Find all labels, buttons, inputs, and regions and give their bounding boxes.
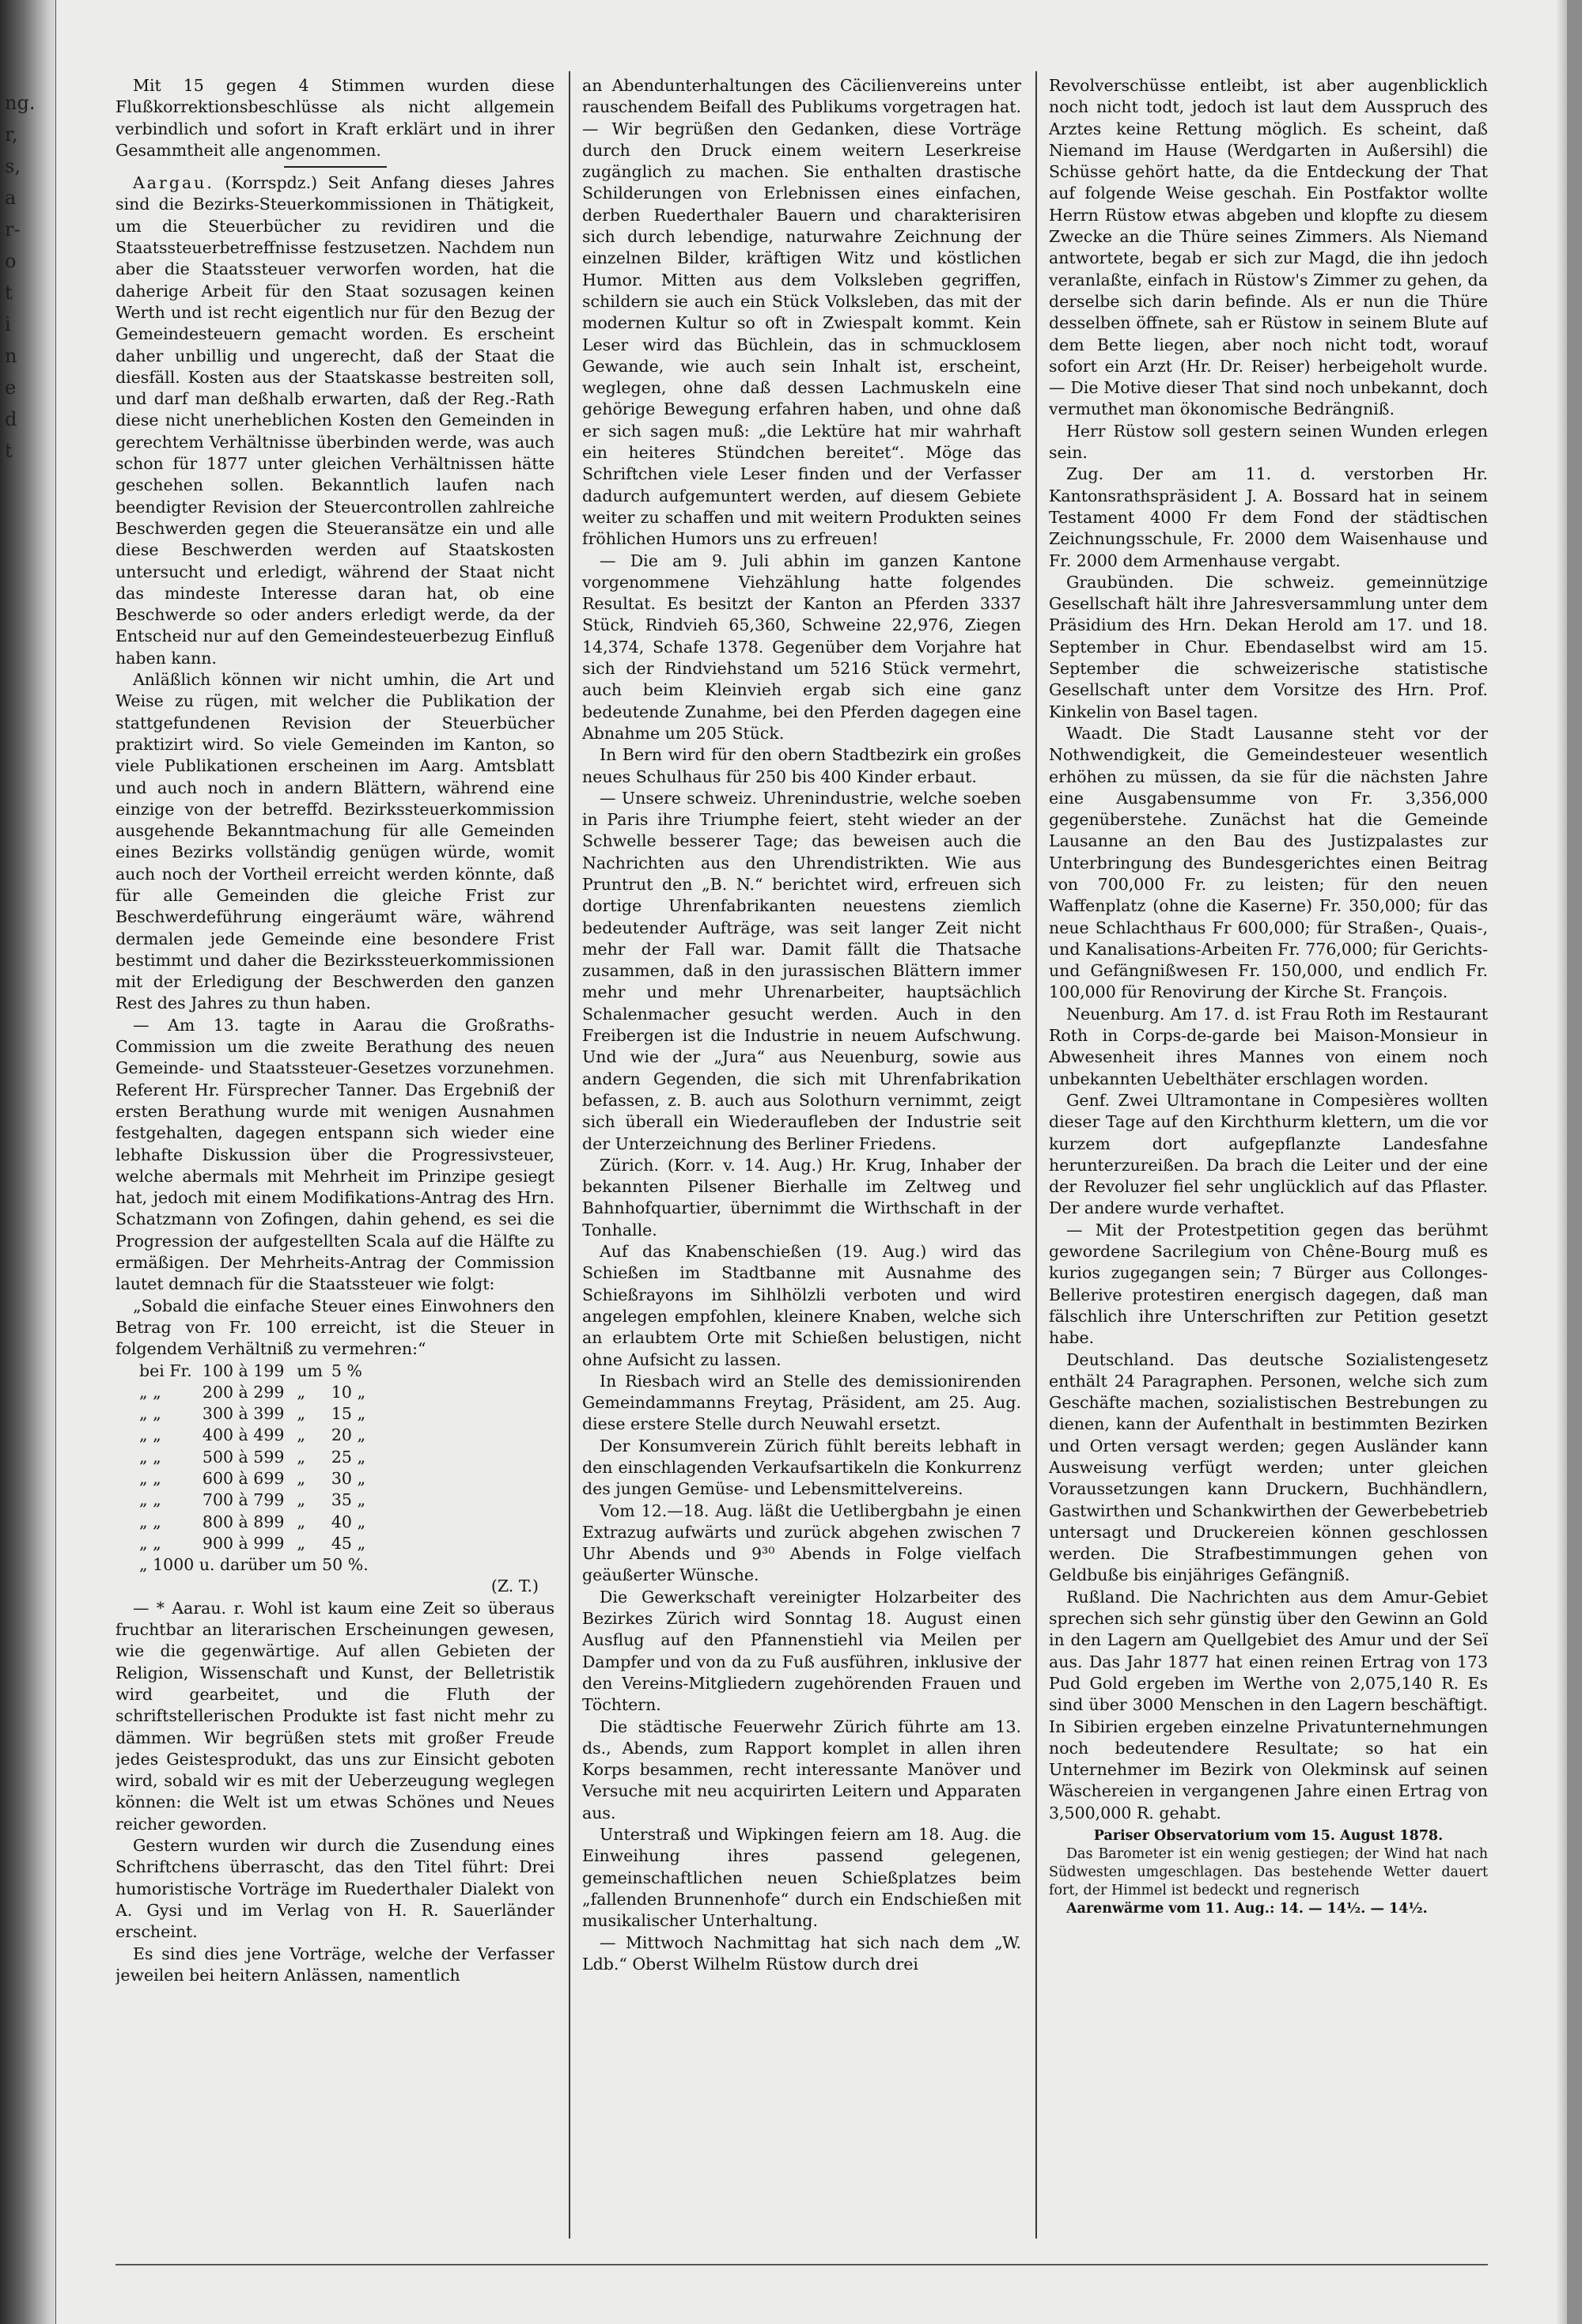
fragment: s, xyxy=(5,155,21,177)
dateline-aargau: Aargau. xyxy=(133,173,214,193)
article-riesbach: In Riesbach wird an Stelle des demissionirenden Gemeindammanns Freytag, Präsident, am 25. Aug. diese erstere Stelle durch Neuwahl ersetzt. xyxy=(582,1371,1021,1434)
article-knabenschiessen: Auf das Knabenschießen (19. Aug.) wird das Schießen im Stadtbanne mit Ausnahme des Schießrayons im Sihlhölzli verboten und wird angelegen empfohlen, kleinere Knaben, welche sich an erlaubtem Orte mit Schießen belustigen, nicht ohne Aufsicht zu lassen. xyxy=(582,1242,1021,1369)
bottom-rule xyxy=(115,2264,1488,2265)
water-temperature: Aarenwärme vom 11. Aug.: 14. — 14½. — 14½. xyxy=(1066,1901,1428,1917)
column-middle xyxy=(582,75,1021,2258)
article-schiessplatz: Unterstraß und Wipkingen feiern am 18. Aug. die Einweihung ihres passend gelegenen, gemeinschaftlichen neuen Schießplatzes beim „fallenden Brunnenhofe“ durch ein Endschießen mit musikalischer Unterhaltung. xyxy=(582,1825,1021,1931)
fragment: t xyxy=(5,282,13,304)
column-rule xyxy=(1035,71,1037,2239)
column-rule xyxy=(569,71,570,2239)
fragment: e xyxy=(5,377,17,399)
article-ruestow-update: Herr Rüstow soll gestern seinen Wunden erlegen sein. xyxy=(1049,421,1488,463)
article-schriftchen: Gestern wurden wir durch die Zusendung eines Schriftchens überrascht, das den Titel führt: Drei humoristische Vorträge im Ruederthaler Dialekt von A. Gysi und im Verlag von H. R. Sauerländer erscheint. xyxy=(115,1836,554,1942)
article-ruestow-cont: Revolverschüsse entleibt, ist aber augenblicklich noch nicht todt, jedoch ist laut dem Ausspruch des Arztes keine Rettung möglich. Es scheint, daß Niemand im Hause (Werdgarten in Außersihl) die Schüsse gehört hatte, da die Entdeckung der That auf folgende Weise geschah. Ein Postfaktor wollte Herrn Rüstow etwas abgeben und klopfte zu diesem Zwecke an die Thüre seines Zimmers. Als Niemand antwortete, begab er sich zur Magd, die ihn jedoch veranlaßte, einfach in Rüstow's Zimmer zu gehen, da derselbe sich darin befinde. Als er nun die Thüre desselben öffnete, sah er Rüstow in seinem Blute auf dem Bette liegen, aber noch nicht todt, worauf sofort ein Arzt (Hr. Dr. Reiser) herbeigeholt wurde. — Die Motive dieser That sind noch unbekannt, doch vermuthet man ökonomische Bedrängniß. xyxy=(1049,76,1488,419)
table-row: „ „ 200 à 299 „ 10 „ xyxy=(139,1382,366,1402)
fragment: o xyxy=(5,250,17,272)
column-left xyxy=(115,75,554,2258)
article-viehzaehlung: — Die am 9. Juli abhin im ganzen Kantone vorgenommene Viehzählung hatte folgendes Resultat. Es besitzt der Kanton an Pferden 3337 Stück, Rindvieh 65,360, Schweine 22,976, Ziegen 14,374, Schafe 1378. Gegenüber dem Vorjahre hat sich der Rindviehstand um 5216 Stück vermehrt, auch beim Kleinvieh ergab sich eine ganz bedeutende Zunahme, bei den Pferden dagegen eine Abnahme um 205 Stück. xyxy=(582,551,1021,743)
section-divider xyxy=(284,166,387,168)
article-aargau-steuer xyxy=(115,172,554,669)
article-deutschland: Deutschland. Das deutsche Sozialistengesetz enthält 24 Paragraphen. Personen, welche sich zum Geschäfte machen, sozialistischen Bestrebungen zu dienen, kann der Aufenthalt in bestimmten Bezirken und Orten versagt werden; gegen Ausländer kann Ausweisung verfügt werden; unter gleichen Voraussetzungen kann Druckern, Buchhändlern, Gastwirthen und Schankwirthen der Gewerbebetrieb untersagt und Druckereien können geschlossen werden. Die Strafbestimmungen gehen von Geldbuße bis einjähriges Gefängniß. xyxy=(1049,1349,1488,1585)
article-uhrenindustrie: — Unsere schweiz. Uhrenindustrie, welche soeben in Paris ihre Triumphe feiert, steht wieder an der Schwelle besserer Tage; das beweisen auch die Nachrichten aus den Uhrendistrikten. Wie aus Pruntrut den „B. N.“ berichtet wird, erfreuen sich dortige Uhrenfabrikanten neuestens ziemlich bedeutender Aufträge, was seit langer Zeit nicht mehr der Fall war. Damit fällt die Thatsache zusammen, daß in den jurassischen Blättern immer mehr und mehr Uhrenarbeiter, hauptsächlich Schalenmacher gesucht werden. Auch in den Freibergen ist die Industrie in neuem Aufschwung. Und wie der „Jura“ aus Neuenburg, sowie aus andern Gegenden, die sich mit Uhrenfabrikation befassen, z. B. auch aus Solothurn vernimmt, zeigt sich überall ein Wiederaufleben der Industrie seit der Unterzeichnung des Berliner Friedens. xyxy=(582,788,1021,1153)
article-publikation: Anläßlich können wir nicht umhin, die Art und Weise zu rügen, mit welcher die Publikation der stattgefundenen Revision der Steuerbücher praktizirt wird. So viele Gemeinden im Kanton, so viele Publikationen erscheinen im Aarg. Amtsblatt und auch noch in andern Blättern, während eine einzige von der betreffd. Bezirkssteuerkommission ausgehende Bekanntmachung für alle Gemeinden eines Bezirks vollständig genügen würde, womit auch noch der Vortheil erreicht werden könnte, daß für alle Gemeinden die gleiche Frist zur Beschwerdeführung eingeräumt wäre, während dermalen jede Gemeinde eine besondere Frist bestimmt und daher die Bezirkssteuerkommissionen mit der Erledigung der Beschwerden den ganzen Rest des Jahres zu thun haben. xyxy=(115,670,554,1013)
article-grossraths-commission: — Am 13. tagte in Aarau die Großraths-Commission um die zweite Berathung des neuen Gemeinde- und Staatssteuer-Gesetzes vorzunehmen. Referent Hr. Fürsprecher Tanner. Das Ergebniß der ersten Berathung wurde mit wenigen Ausnahmen festgehalten, dagegen entspann sich wieder eine lebhafte Diskussion über die Progressivsteuer, welche abermals mit Mehrheit im Prinzipe gesiegt hat, jedoch mit einem Modifikations-Antrag des Hrn. Schatzmann von Zofingen, dahin gehend, es sei die Progression der aufgestellten Scala auf die Hälfte zu ermäßigen. Der Mehrheits-Antrag der Commission lautet demnach für die Staatssteuer wie folgt: xyxy=(115,1015,554,1294)
article-vortraege: Es sind dies jene Vorträge, welche der Verfasser jeweilen bei heitern Anlässen, namentlich xyxy=(115,1944,554,1985)
table-row: „ „ 600 à 699 „ 30 „ xyxy=(139,1469,366,1488)
fragment: r- xyxy=(5,218,21,240)
article-russland: Rußland. Die Nachrichten aus dem Amur-Gebiet sprechen sich sehr günstig über den Gewinn an Gold in den Lagern am Quellgebiet des Amur und der Seï aus. Das Jahr 1877 hat einen reinen Ertrag von 173 Pud Gold ergeben im Werthe von 2,075,140 R. Es sind über 3000 Menschen in den Lagern beschäftigt. In Sibirien ergeben einzelne Privatunternehmungen noch bedeutendere Resultate; so hat ein Unternehmer im Bezirk von Olekminsk auf seinen Wäschereien in vergangenen Jahre einen Ertrag von 3,500,000 R. gehabt. xyxy=(1049,1587,1488,1822)
article-flusskorrektion: Mit 15 gegen 4 Stimmen wurden diese Flußkorrektionsbeschlüsse als nicht allgemein verbindlich und sofort in Kraft erklärt und in ihrer Gesammtheit alle angenommen. xyxy=(115,76,554,160)
table-row: „ „ 300 à 399 „ 15 „ xyxy=(139,1404,366,1424)
table-row: bei Fr. 100 à 199 um 5 % xyxy=(139,1361,362,1380)
previous-page-fragments xyxy=(5,87,36,467)
fragment: a xyxy=(5,187,17,209)
article-aargau-steuer-body: (Korrspdz.) Seit Anfang dieses Jahres sind die Bezirks-Steuerkommissionen in Thätigkeit, um die Steuerbücher zu revidiren und die Staatssteuerbetreffnisse festzusetzen. Nachdem nun aber die Staatssteuer verworfen worden, hat die daherige Arbeit für den Staat sozusagen keinen Werth und ist recht eigentlich nur für den Bezug der Gemeindesteuern gemacht worden. Es erscheint daher unbillig und ungerecht, daß der Staat die diesfäll. Kosten aus der Staatskasse bestreiten soll, und darf man deßhalb erwarten, daß der Reg.-Rath diese nicht unerheblichen Kosten den Gemeinden in gerechtem Verhältnisse überbinden werde, was auch schon für 1877 unter gleichen Verhältnissen hätte geschehen sollen. Bekanntlich laufen nach beendigter Revision der Steuercontrollen zahlreiche Beschwerden gegen die Steueransätze ein und alle diese Beschwerden werden auf Staatskosten untersucht und erledigt, während der Staat nicht das mindeste Interesse daran hat, ob eine Beschwerde so oder anders erledigt werde, da der Entscheid nur auf den Gemeindesteuerbezug Einfluß haben kann. xyxy=(115,173,554,668)
fragment: d xyxy=(5,408,17,430)
article-feuerwehr: Die städtische Feuerwehr Zürich führte am 13. ds., Abends, zum Rapport komplet in allen ihren Korps besammen, recht interessante Manöver und Versuche mit neu acquirirten Leitern und Apparaten aus. xyxy=(582,1717,1021,1822)
article-neuenburg: Neuenburg. Am 17. d. ist Frau Roth im Restaurant Roth in Corps-de-garde bei Maison-Monsieur in Abwesenheit ihres Mannes von einem noch unbekannten Uebelthäter erschlagen worden. xyxy=(1049,1004,1488,1088)
article-vortraege-cont: an Abendunterhaltungen des Cäcilienvereins unter rauschendem Beifall des Publikums vorgetragen hat. — Wir begrüßen den Gedanken, diese Vorträge durch den Druck einem weitern Leserkreise zugänglich zu machen. Sie enthalten drastische Schilderungen von Erlebnissen eines einfachen, derben Ruederthaler Bauern und charakterisiren sich durch lebendige, naturwahre Zeichnung der einzelnen Bilder, kräftigen Witz und köstlichen Humor. Mitten aus dem Volksleben gegriffen, schildern sie auch ein Stück Volksleben, das mit der modernen Kultur so oft in Zwiespalt kommt. Kein Leser wird das Büchlein, das in schmucklosem Gewande, wie auch sein Inhalt ist, erscheint, weglegen, ohne daß dessen Lachmuskeln eine gehörige Bewegung erfahren haben, und ohne daß er sich sagen muß: „die Lektüre hat mir wahrhaft ein heiteres Stündchen bereitet“. Möge das Schriftchen viele Leser finden und der Verfasser dadurch aufgemuntert werden, auf diesem Gebiete weiter zu schaffen und mit weitern Produkten seines fröhlichen Humors uns zu erfreuen! xyxy=(582,76,1021,549)
table-row: „ „ 500 à 599 „ 25 „ xyxy=(139,1447,366,1467)
article-konsumverein: Der Konsumverein Zürich fühlt bereits lebhaft in den einschlagenden Verkaufsartikeln die Konkurrenz des jungen Gemüse- und Lebensmittelvereins. xyxy=(582,1436,1021,1499)
newspaper-page xyxy=(55,0,1567,2324)
weather-report xyxy=(1049,1827,1488,1918)
table-row: „ „ 700 à 799 „ 35 „ xyxy=(139,1490,366,1510)
article-waadt: Waadt. Die Stadt Lausanne steht vor der Nothwendigkeit, die Gemeindesteuer wesentlich erhöhen zu müssen, da sie für die nächsten Jahre eine Ausgabensumme von Fr. 3,356,000 gegenüberstehe. Zunächst hat die Gemeinde Lausanne an den Bau des Justizpalastes zur Unterbringung des Bundesgerichtes einen Beitrag von 700,000 Fr. zu leisten; für den neuen Waffenplatz (ohne die Kaserne) Fr. 350,000; für das neue Schlachthaus Fr 600,000; für Straßen-, Quais-, und Kanalisations-Arbeiten Fr. 776,000; für Gerichts- und Gefängnißwesen Fr. 150,000, und endlich Fr. 100,000 für Renovirung der Kirche St. François. xyxy=(1049,723,1488,1002)
article-literatur: — * Aarau. r. Wohl ist kaum eine Zeit so überaus fruchtbar an literarischen Erscheinungen gewesen, wie die gegenwärtige. Auf allen Gebieten der Religion, Wissenschaft und Kunst, der Belletristik wird gearbeitet, und die Fluth der schriftstellerischen Produkte ist fast nicht mehr zu dämmen. Wir begrüßen stets mit großer Freude jedes Geistesprodukt, das uns zur Einsicht geboten wird, sobald wir es mit der Ueberzeugung weglegen können: die Welt ist um etwas Schönes und Neues reicher geworden. xyxy=(115,1598,554,1834)
article-genf: Genf. Zwei Ultramontane in Compesières wollten dieser Tage auf den Kirchthurm klettern, um die vor kurzem dort aufgepflanzte Landesfahne herunterzureißen. Da brach die Leiter und der eine der Revoluzer fiel sehr unglücklich auf das Pflaster. Der andere wurde verhaftet. xyxy=(1049,1090,1488,1218)
fragment: r, xyxy=(5,123,18,146)
article-bern-schulhaus: In Bern wird für den obern Stadtbezirk ein großes neues Schulhaus für 250 bis 400 Kinder erbaut. xyxy=(582,745,1021,786)
article-graubuenden: Graubünden. Die schweiz. gemeinnützige Gesellschaft hält ihre Jahresversammlung unter dem Präsidium des Hrn. Dekan Herold am 17. und 18. September in Chur. Ebendaselbst wird am 15. September die schweizerische statistische Gesellschaft unter dem Vorsitze des Hrn. Prof. Kinkelin von Basel tagen. xyxy=(1049,572,1488,721)
fragment: i xyxy=(5,313,11,335)
article-gewerkschaft: Die Gewerkschaft vereinigter Holzarbeiter des Bezirkes Zürich wird Sonntag 18. August einen Ausflug auf den Pfannenstiehl via Meilen per Dampfer und von da zu Fuß ausführen, inklusive der den Vereins-Mitgliedern zugehörenden Frauen und Töchtern. xyxy=(582,1587,1021,1715)
fragment: t xyxy=(5,440,13,462)
article-zuerich-krug: Zürich. (Korr. v. 14. Aug.) Hr. Krug, Inhaber der bekannten Pilsener Bierhalle im Zeltweg und Bahnhofquartier, übernimmt die Wirthschaft in der Tonhalle. xyxy=(582,1155,1021,1240)
quote-steuer: „Sobald die einfache Steuer eines Einwohners den Betrag von Fr. 100 erreicht, ist die Steuer in folgendem Verhältniß zu vermehren:“ xyxy=(115,1296,554,1359)
article-uetlibergbahn: Vom 12.—18. Aug. läßt die Uetlibergbahn je einen Extrazug aufwärts und zurück abgehen zwischen 7 Uhr Abends und 9³⁰ Abends in Folge vielfach geäußerter Wünsche. xyxy=(582,1501,1021,1585)
fragment: ng. xyxy=(5,92,36,114)
table-row: „ „ 400 à 499 „ 20 „ xyxy=(139,1425,366,1445)
weather-text: Das Barometer ist ein wenig gestiegen; der Wind hat nach Südwesten umgeschlagen. Das bestehende Wetter dauert fort, der Himmel ist bedeckt und regnerisch xyxy=(1049,1846,1488,1899)
table-row: „ „ 800 à 899 „ 40 „ xyxy=(139,1512,366,1531)
signature: (Z. T.) xyxy=(490,1576,539,1596)
tax-rate-table xyxy=(139,1361,375,1576)
column-right xyxy=(1049,75,1488,2258)
article-chene-bourg: — Mit der Protestpetition gegen das berühmt gewordene Sacrilegium von Chêne-Bourg muß es kurios zugegangen sein; 7 Bürger aus Collonges-Bellerive protestiren energisch dagegen, daß man fälschlich ihre Unterschriften zur Petition gesetzt habe. xyxy=(1049,1220,1488,1348)
article-ruestow: — Mittwoch Nachmittag hat sich nach dem „W. Ldb.“ Oberst Wilhelm Rüstow durch drei xyxy=(582,1932,1021,1974)
fragment: n xyxy=(5,345,17,367)
article-zug: Zug. Der am 11. d. verstorben Hr. Kantonsrathspräsident J. A. Bossard hat in seinem Testament 4000 Fr dem Fond der städtischen Zeichnungsschule, Fr. 2000 dem Waisenhause und Fr. 2000 dem Armenhause vergabt. xyxy=(1049,464,1488,570)
table-row: „ 1000 u. darüber um 50 %. xyxy=(139,1555,369,1575)
weather-title: Pariser Observatorium vom 15. August 1878. xyxy=(1093,1828,1444,1845)
table-row: „ „ 900 à 999 „ 45 „ xyxy=(139,1533,366,1553)
